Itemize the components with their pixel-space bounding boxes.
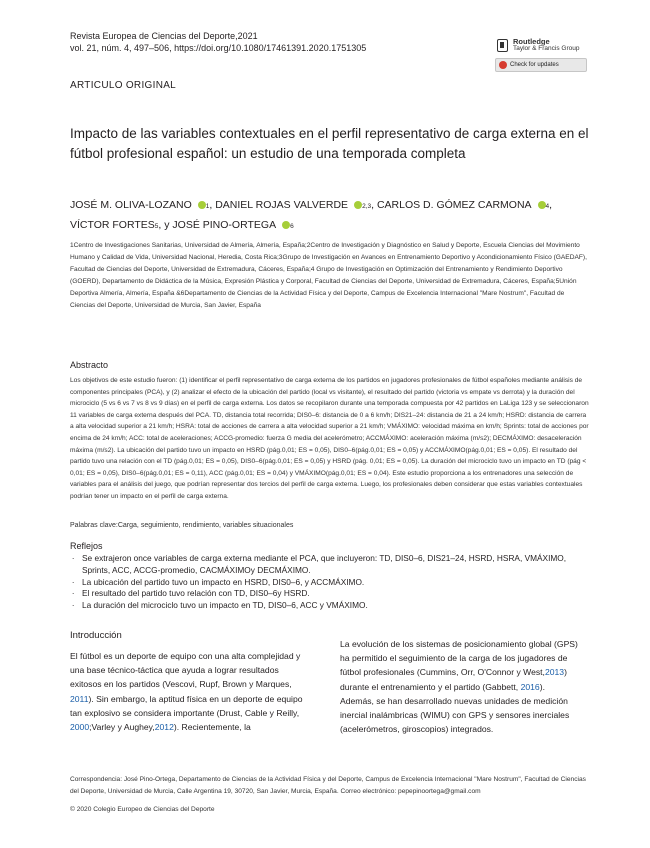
intro-text: ;Varley y Aughey,	[89, 722, 155, 733]
citation-link[interactable]: 2016	[520, 681, 540, 692]
check-updates-label: Check for updates	[510, 62, 559, 68]
article-type: ARTICULO ORIGINAL	[70, 80, 177, 91]
intro-text: ). Además, se han desarrollado nuevas unidades de medición inercial inalámbricas (WIMU) con GPS y sensores inerciales (acelerómetros, giroscopios) integrados.	[340, 681, 570, 735]
citation-link[interactable]: 2012	[154, 722, 174, 733]
introduction-heading: Introducción	[70, 630, 122, 641]
intro-text: ) durante el entrenamiento y el partido (Gabbett,	[340, 667, 567, 692]
highlight-item: . El resultado del partido tuvo relación con TD, DIS0–6y HSRD.	[70, 588, 590, 600]
orcid-icon[interactable]	[354, 201, 362, 209]
author-affil-sup: 2,3	[362, 203, 372, 210]
orcid-icon[interactable]	[198, 201, 206, 209]
author-affil-sup: 5	[154, 223, 159, 230]
check-updates-button[interactable]	[495, 58, 587, 72]
journal-citation[interactable]: vol. 21, núm. 4, 497–506, https://doi.org/10.1080/17461391.2020.1751305	[70, 43, 367, 53]
author-list	[70, 196, 590, 236]
intro-text: La evolución de los sistemas de posicionamiento global (GPS) ha permitido el seguimiento de la carga de los jugadores de fútbol profesionales (Cummins, Orr, O'Connor y West,	[340, 639, 578, 678]
logo-line1: Routledge	[513, 37, 550, 46]
intro-text: ). Recientemente, la	[173, 722, 251, 733]
copyright-notice: © 2020 Colegio Europeo de Ciencias del Deporte	[70, 806, 215, 813]
author-name: , CARLOS D. GÓMEZ CARMONA	[371, 199, 532, 211]
highlight-item: . Se extrajeron once variables de carga externa mediante el PCA, que incluyeron: TD, DIS0–6, DIS21–24, HSRD, HSRA, VMÁXIMO, Sprints, ACC, ACCG-promedio, CACMÁXIMOy DECMÁXIMO.	[70, 553, 590, 577]
article-title: Impacto de las variables contextuales en el perfil representativo de carga externa en el fútbol profesional español: un estudio de una temporada completa	[70, 126, 589, 161]
highlight-item: . La duración del microciclo tuvo un impacto en TD, DIS0–6, ACC y VMÁXIMO.	[70, 600, 590, 612]
correspondence-note: Correspondencia: José Pino-Ortega, Departamento de Ciencias de la Actividad Física y del Deporte, Campus de Excelencia Internacional "Mare Nostrum", Facultad de Ciencias del Deporte, Universidad de Murcia, Calle Argentina 19, 30720, San Javier, Murcia, España. Correo electrónico: pepepinoortega@gmail.com	[70, 776, 586, 795]
author-name: , y JOSÉ PINO-ORTEGA	[158, 219, 277, 231]
author-name: , VÍCTOR FORTES	[70, 199, 553, 231]
intro-column-right	[340, 637, 580, 736]
journal-header	[70, 30, 366, 54]
crossmark-icon	[499, 61, 507, 69]
abstract-heading: Abstracto	[70, 360, 109, 370]
orcid-icon[interactable]	[282, 221, 290, 229]
orcid-icon[interactable]	[538, 201, 546, 209]
citation-link[interactable]: 2000	[70, 722, 90, 733]
publisher-logo	[497, 38, 579, 52]
citation-link[interactable]: 2011	[70, 693, 89, 704]
citation-link[interactable]: 2013	[544, 667, 565, 678]
journal-name: Revista Europea de Ciencias del Deporte,2021	[70, 31, 258, 41]
author-affil-sup: 6	[290, 223, 294, 230]
intro-text: ). Sin embargo, la aptitud física en un deporte de equipo tan explosivo se considera importante (Drust, Cable y Reilly,	[70, 693, 303, 718]
highlights-heading: Reflejos	[70, 541, 103, 551]
logo-line2: Taylor & Francis Group	[513, 45, 580, 52]
intro-column-left	[70, 649, 310, 734]
highlight-item: . La ubicación del partido tuvo un impacto en HSRD, DIS0–6, y ACCMÁXIMO.	[70, 577, 590, 589]
author-affil-sup: 4	[545, 203, 550, 210]
affiliations: 1Centro de Investigaciones Sanitarias, Universidad de Almería, Almería, España;2Centro de Investigación y Diagnóstico en Salud y Deporte, Escuela Ciencias del Movimiento Humano y Calidad de Vida, Universidad Nacional, Heredia, Costa Rica;3Grupo de Investigación en Avances en Entrenamiento Deportivo y Acondicionamiento Físico (GAEDAF), Facultad de Ciencias del Deporte, Universidad de Extremadura, Cáceres, España;4 Grupo de Investigación en Optimización del Entrenamiento y Rendimiento Deportivo (GOERD), Departamento de Didáctica de la Música, Expresión Plástica y Corporal, Facultad de Ciencias del Deporte, Universidad de Extremadura, Cáceres, España;5Unión Deportiva Almería, Almería, España &6Departamento de Ciencias de la Actividad Física y del Deporte, Campus de Excelencia Internacional "Mare Nostrum", Facultad de Ciencias del Deporte, Universidad de Murcia, San Javier, España	[70, 242, 587, 309]
keywords: Palabras clave:Carga, seguimiento, rendimiento, variables situacionales	[70, 522, 294, 529]
author-affil-sup: 1	[205, 203, 210, 210]
author-name: , DANIEL ROJAS VALVERDE	[209, 199, 349, 211]
routledge-logo-icon	[497, 39, 508, 52]
author-name: JOSÉ M. OLIVA-LOZANO	[70, 199, 192, 211]
intro-text: El fútbol es un deporte de equipo con una alta complejidad y una base técnico-táctica que ayuda a lograr resultados exitosos en los partidos (Vescovi, Rupf, Brown y Marques,	[70, 651, 301, 690]
abstract-text: Los objetivos de este estudio fueron: (1) identificar el perfil representativo de carga externa de los partidos en jugadores profesionales de fútbol españoles mediante análisis de componentes principales (PCA), y (2) analizar el efecto de la ubicación del partido (local vs visitante), el resultado del partido (victoria vs empate vs derrota) y la duración del microciclo (5 vs 6 vs 7 vs 8 vs 9 días) en el perfil de carga externa. Los datos se recopilaron durante una temporada compuesta por 42 partidos en LaLiga 123 y se seleccionaron 11 variables de carga externa después del PCA. TD, distancia total recorrida; DIS0–6: distancia de 0 a 6 km/h; DIS21–24: distancia de 21 a 24 km/h; HSRD: distancia de carrera a alta velocidad superior a 21 km/h; HSRA: total de acciones de carrera a alta velocidad superior a 21 km/h; VMÁXIMO: velocidad máxima en km/h; Sprints: total de acciones por encima de 24 km/h; ACC: total de aceleraciones; ACCG-promedio: fuerza G media del acelerómetro; ACCMÁXIMO: aceleración máxima (m/s2); DECMÁXIMO: desaceleración máxima (m/s2). La ubicación del partido tuvo un impacto en HSRD (pág.0,01; ES = 0,05), DIS0–6(pág.0,01; ES = 0,05) y ACCMÁXIMO(pág.0,01; ES = 0,05). El resultado del partido tuvo una relación con el TD (pág.0,01; ES = 0,05), DIS0–6(pág.0,01; ES = 0,05) y HSRD (pág. 0,01; ES = 0,05). La duración del microciclo tuvo un impacto en TD (pág < 0,01; ES = 0,05), DIS0–6(pág.0,01; ES = 0,11), ACC (pág.0,01; ES = 0,04) y VMÁXIMO(pág.0,01; ES = 0,04). Este estudio proporciona a los entrenadores una selección de variables para el análisis del juego, que podrían representar dos tercios del perfil de carga externa. Luego, los profesionales deben considerar que estas variables contextuales podrían tener un impacto en el perfil de carga externa.	[70, 377, 589, 500]
highlights-list	[70, 553, 590, 612]
